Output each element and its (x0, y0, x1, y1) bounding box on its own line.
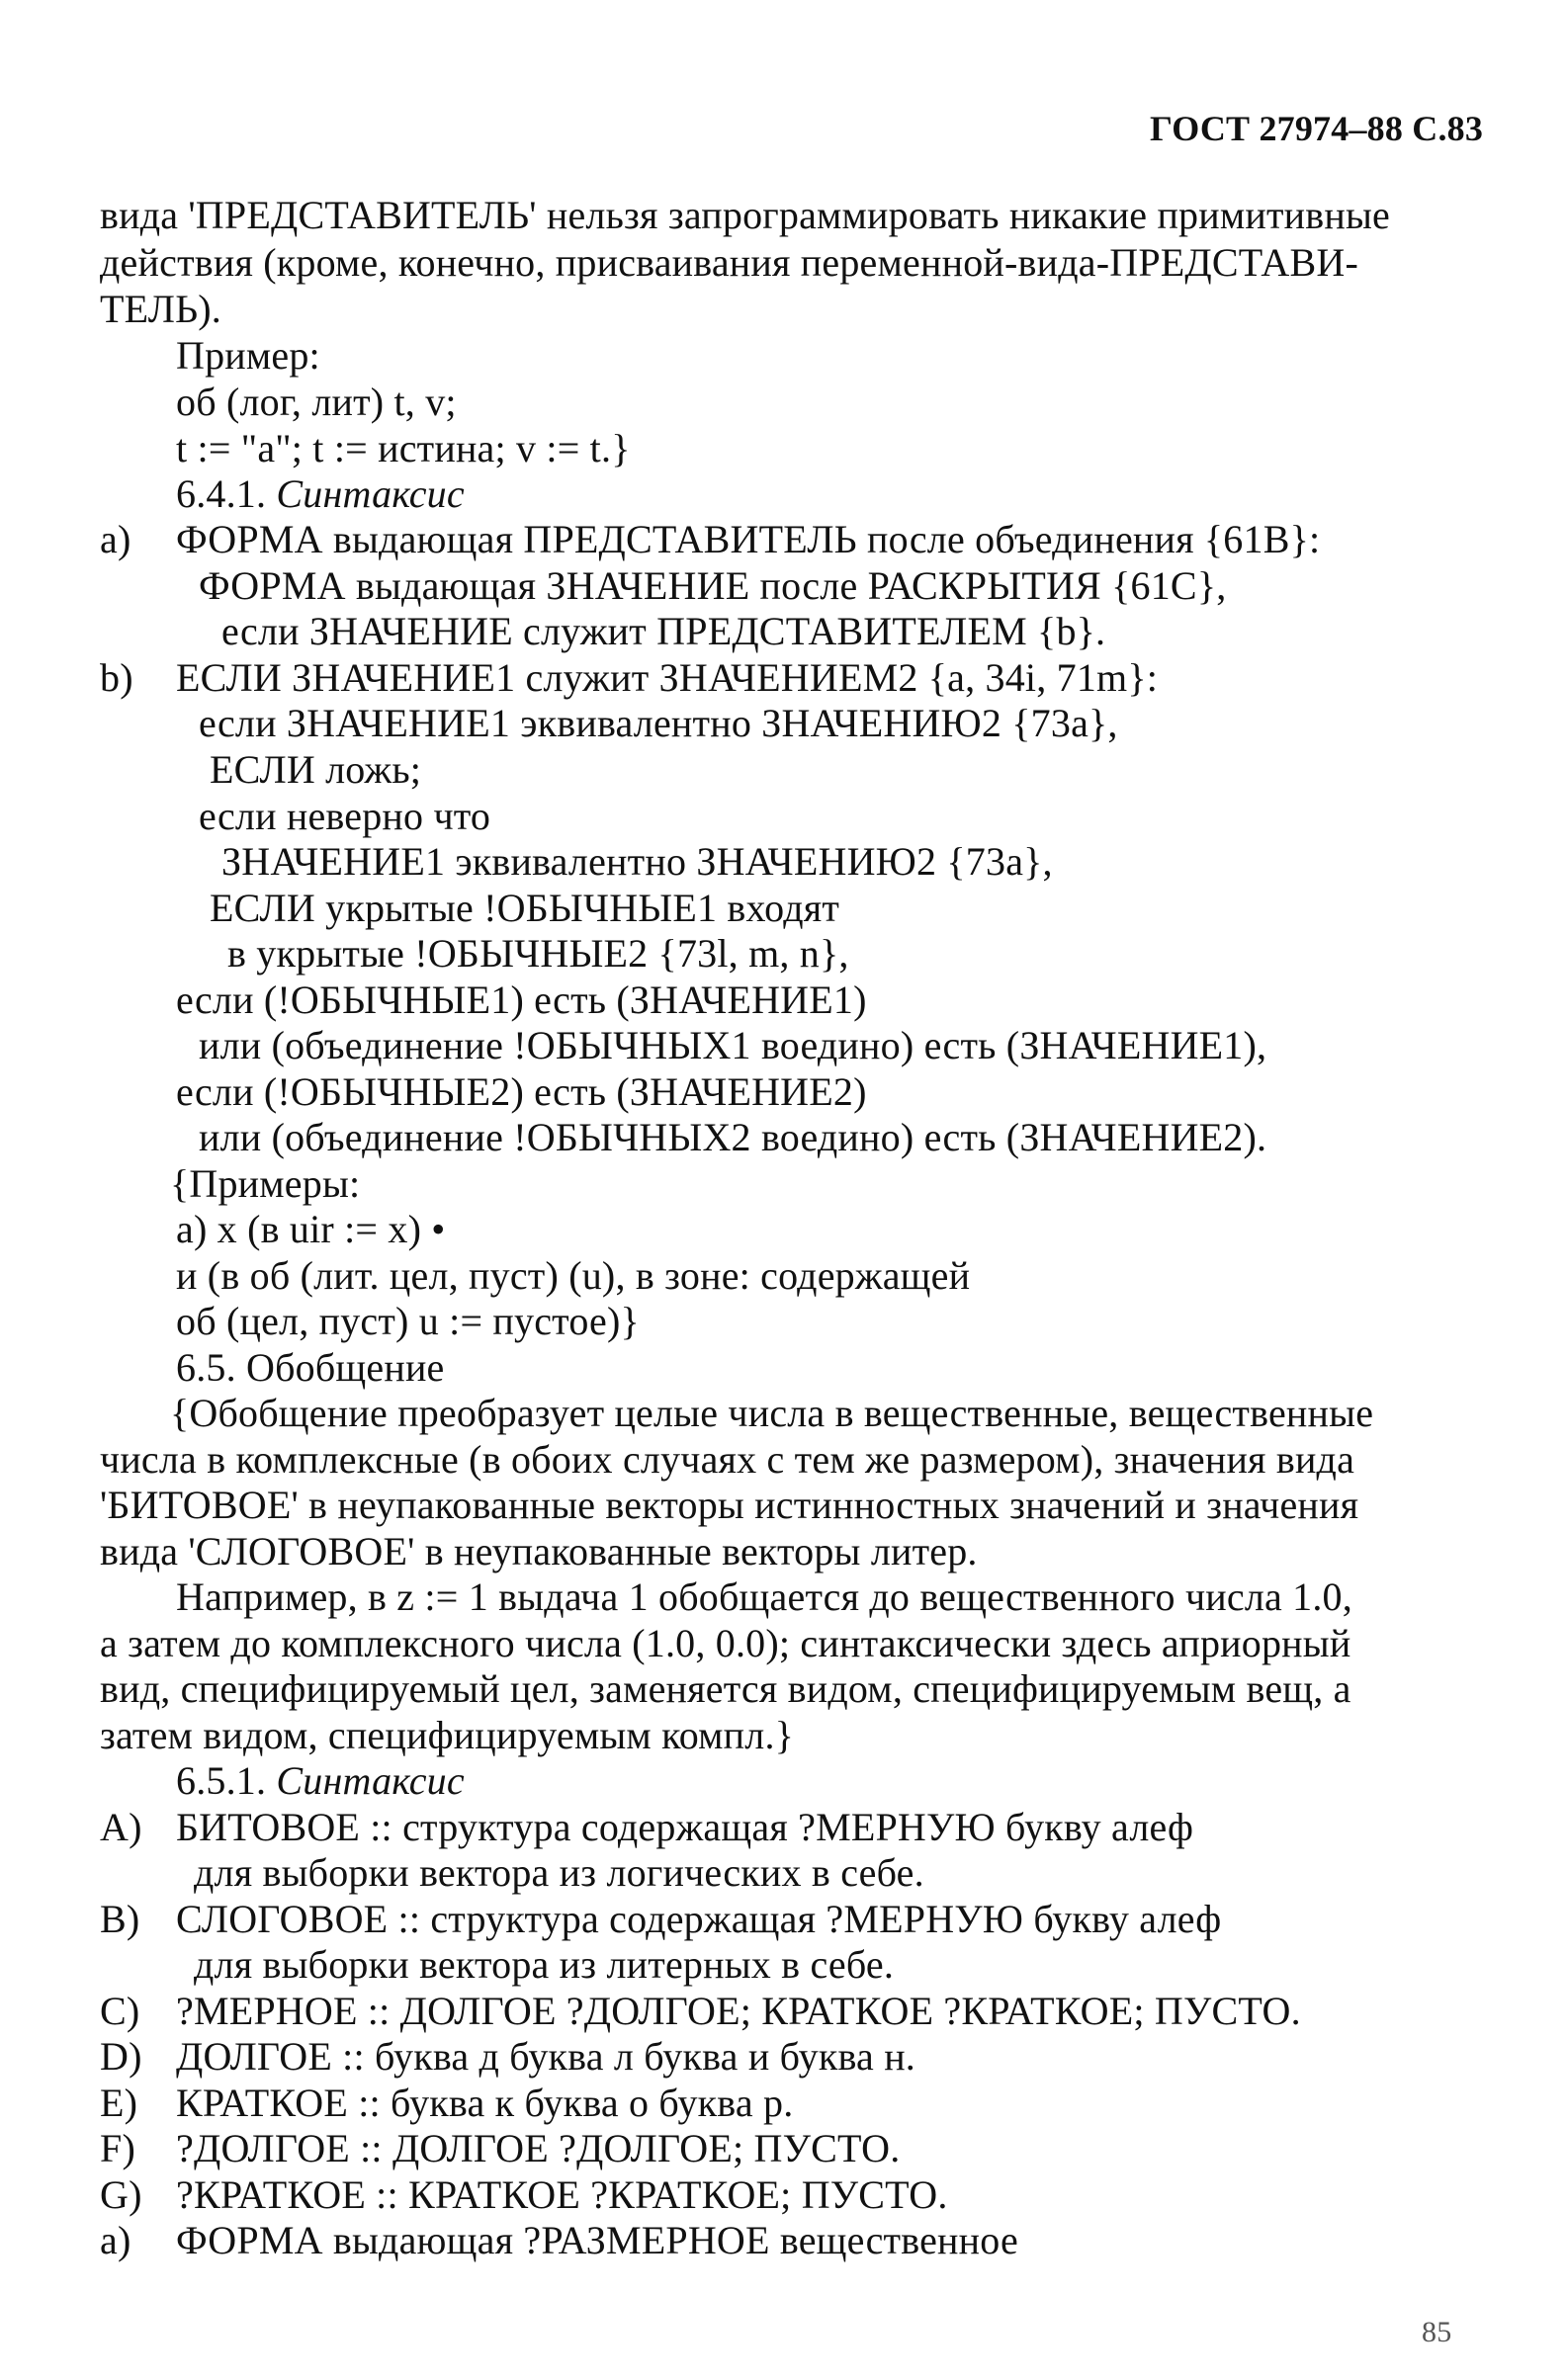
rule-label: G) (100, 2172, 142, 2217)
example-text: {Примеры: (170, 1161, 361, 1206)
rule-text: ?МЕРНОЕ :: ДОЛГОЕ ?ДОЛГОЕ; КРАТКОЕ ?КРАТКОЕ; ПУСТО. (176, 1989, 1301, 2033)
page-header: ГОСТ 27974–88 С.83 (1150, 109, 1484, 148)
example-text: а) x (в uir := x) • (176, 1207, 446, 1251)
text-line: Пример: (176, 333, 320, 378)
section-title: Синтаксис (276, 1758, 465, 1803)
rule-text: ?ДОЛГОЕ :: ДОЛГОЕ ?ДОЛГОЕ; ПУСТО. (176, 2126, 901, 2170)
example-text: и (в об (лит. цел, пуст) (u), в зоне: содержащей (176, 1253, 971, 1298)
rule-text: ЕСЛИ укрытые !ОБЫЧНЫЕ1 входят (210, 886, 840, 930)
section-heading (176, 471, 465, 516)
rule-text: БИТОВОЕ :: структура содержащая ?МЕРНУЮ букву алеф (176, 1805, 1194, 1849)
rule-text: КРАТКОЕ :: буква к буква о буква р. (176, 2081, 794, 2125)
rule-label: F) (100, 2126, 135, 2170)
rule-text: ЕСЛИ ложь; (210, 747, 422, 792)
rule-text: если (!ОБЫЧНЫЕ1) есть (ЗНАЧЕНИЕ1) (176, 978, 867, 1022)
rule-text: если ЗНАЧЕНИЕ1 эквивалентно ЗНАЧЕНИЮ2 {73a}, (199, 701, 1118, 745)
rule-label: а) (100, 2218, 131, 2262)
rule-label: а) (100, 517, 131, 561)
rule-label: b) (100, 655, 133, 700)
rule-label: D) (100, 2034, 142, 2079)
rule-text: ДОЛГОЕ :: буква д буква л буква и буква н. (176, 2034, 916, 2079)
rule-text: ФОРМА выдающая ПРЕДСТАВИТЕЛЬ после объединения {61B}: (176, 517, 1321, 561)
section-number: 6.5.1. (176, 1758, 277, 1803)
rule-text: для выборки вектора из логических в себе. (194, 1850, 924, 1895)
text-line: а затем до комплексного числа (1.0, 0.0); синтаксически здесь априорный (100, 1621, 1351, 1665)
code-line: t := "a"; t := истина; v := t.} (176, 426, 631, 470)
text-line: {Обобщение преобразует целые числа в вещественные, вещественные (170, 1391, 1374, 1435)
code-line: об (лог, лит) t, v; (176, 380, 457, 424)
rule-label: E) (100, 2081, 138, 2125)
rule-text: ФОРМА выдающая ЗНАЧЕНИЕ после РАСКРЫТИЯ {61C}, (199, 563, 1227, 608)
rule-text: СЛОГОВОЕ :: структура содержащая ?МЕРНУЮ букву алеф (176, 1897, 1222, 1941)
rule-text: если (!ОБЫЧНЫЕ2) есть (ЗНАЧЕНИЕ2) (176, 1069, 867, 1114)
section-heading: 6.5. Обобщение (176, 1345, 445, 1390)
text-line: числа в комплексные (в обоих случаях с тем же размером), значения вида (100, 1437, 1355, 1482)
rule-text: или (объединение !ОБЫЧНЫХ1 воедино) есть (ЗНАЧЕНИЕ1), (199, 1023, 1267, 1067)
rule-text: ЕСЛИ ЗНАЧЕНИЕ1 служит ЗНАЧЕНИЕМ2 {a, 34i, 71m}: (176, 655, 1159, 700)
text-line: вида 'СЛОГОВОЕ' в неупакованные векторы литер. (100, 1529, 978, 1573)
example-text: об (цел, пуст) u := пустое)} (176, 1299, 640, 1343)
text-line: Например, в z := 1 выдача 1 обобщается до вещественного числа 1.0, (176, 1574, 1352, 1619)
text-line: затем видом, специфицируемым компл.} (100, 1713, 795, 1757)
rule-text: если ЗНАЧЕНИЕ служит ПРЕДСТАВИТЕЛЕМ {b}. (221, 609, 1106, 653)
text-line: 'БИТОВОЕ' в неупакованные векторы истинностных значений и значения (100, 1483, 1359, 1527)
section-title: Синтаксис (276, 471, 465, 516)
rule-text: или (объединение !ОБЫЧНЫХ2 воедино) есть (ЗНАЧЕНИЕ2). (199, 1115, 1267, 1159)
page-number: 85 (1422, 2316, 1452, 2348)
section-heading (176, 1758, 465, 1803)
text-line: ТЕЛЬ). (100, 287, 221, 331)
rule-text: ?КРАТКОЕ :: КРАТКОЕ ?КРАТКОЕ; ПУСТО. (176, 2172, 948, 2217)
rule-text: если неверно что (199, 794, 491, 838)
text-line: вид, специфицируемый цел, заменяется видом, специфицируемым вещ, а (100, 1666, 1351, 1711)
rule-text: ЗНАЧЕНИЕ1 эквивалентно ЗНАЧЕНИЮ2 {73a}, (221, 839, 1053, 884)
rule-text: ФОРМА выдающая ?РАЗМЕРНОЕ вещественное (176, 2218, 1018, 2262)
section-number: 6.4.1. (176, 471, 277, 516)
text-line: действия (кроме, конечно, присваивания переменной-вида-ПРЕДСТАВИ- (100, 240, 1358, 285)
rule-label: A) (100, 1805, 142, 1849)
text-line: вида 'ПРЕДСТАВИТЕЛЬ' нельзя запрограммировать никакие примитивные (100, 193, 1390, 237)
rule-label: B) (100, 1897, 140, 1941)
rule-text: для выборки вектора из литерных в себе. (194, 1942, 895, 1987)
rule-label: C) (100, 1989, 140, 2033)
rule-text: в укрытые !ОБЫЧНЫЕ2 {73l, m, n}, (227, 931, 849, 976)
